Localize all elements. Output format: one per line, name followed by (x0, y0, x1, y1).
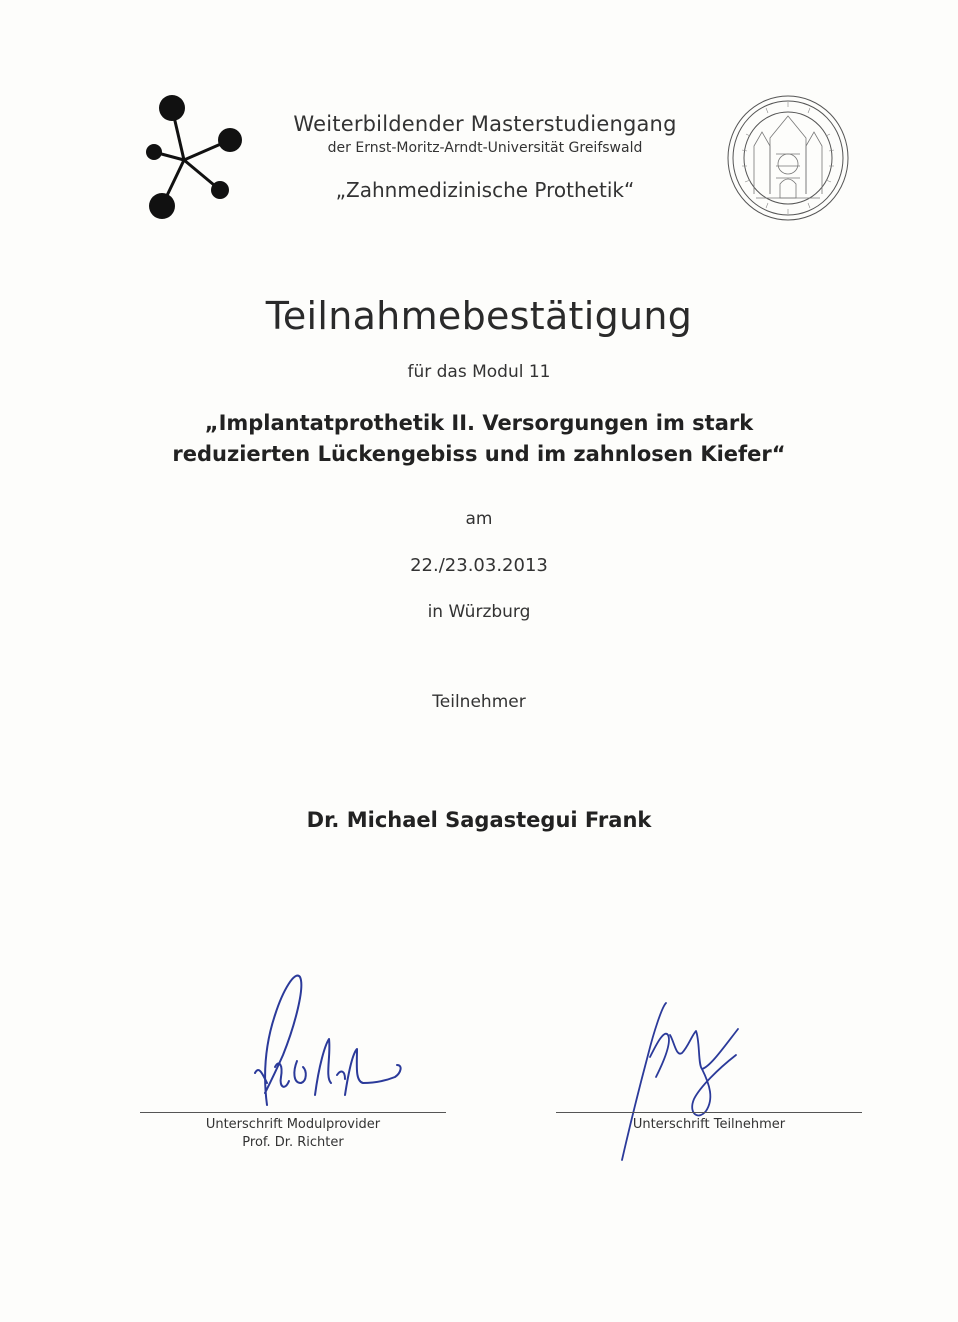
provider-signature-caption (140, 1116, 446, 1152)
provider-signature (245, 965, 415, 1115)
participant-name: Dr. Michael Sagastegui Frank (306, 808, 652, 832)
event-date: 22./23.03.2013 (410, 555, 548, 576)
university-seal (726, 94, 850, 222)
provider-caption-label: Unterschrift Modulprovider (205, 1117, 381, 1132)
university-name: der Ernst-Moritz-Arndt-Universität Greifswald (327, 140, 643, 156)
provider-signature-line (140, 1112, 446, 1113)
provider-signer-name: Prof. Dr. Richter (242, 1135, 344, 1150)
program-logo (140, 88, 250, 228)
module-topic-line-2: reduzierten Lückengebiss und im zahnlosen Kiefer“ (172, 442, 786, 466)
event-location: in Würzburg (427, 602, 531, 622)
on-label: am (465, 509, 493, 529)
participant-signature-caption: Unterschrift Teilnehmer (632, 1117, 786, 1132)
module-line: für das Modul 11 (407, 362, 551, 382)
participant-signature (610, 995, 760, 1165)
participant-signature-line (556, 1112, 862, 1113)
program-header (270, 112, 700, 202)
module-topic (0, 408, 958, 470)
certificate-title: Teilnahmebestätigung (265, 294, 693, 338)
participant-label: Teilnehmer (432, 692, 526, 712)
program-name: Weiterbildender Masterstudiengang (293, 112, 677, 136)
program-subject: „Zahnmedizinische Prothetik“ (335, 178, 635, 202)
module-topic-line-1: „Implantatprothetik II. Versorgungen im stark (204, 411, 754, 435)
